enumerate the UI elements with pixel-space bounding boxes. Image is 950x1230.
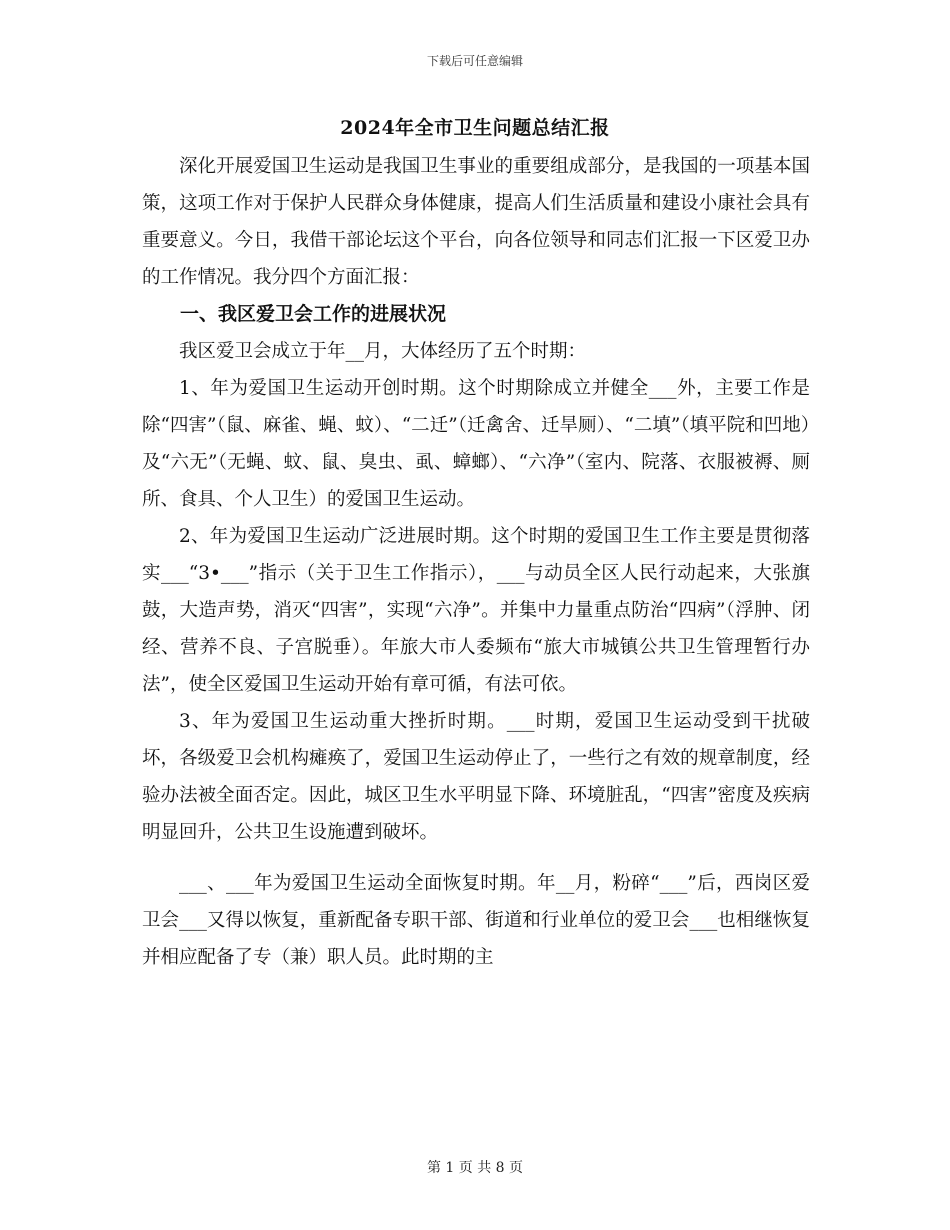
body-paragraph: 2、年为爱国卫生运动广泛进展时期。这个时期的爱国卫生工作主要是贯彻落实___“3•___”指示（关于卫生工作指示），___与动员全区人民行动起来，大张旗鼓，大造声势，消灭“四害”，实现“六净”。并集中力量重点防治“四病”（浮肿、闭经、营养不良、子宫脱垂）。年旅大市人委频布“旅大市城镇公共卫生管理暂行办法”，使全区爱国卫生运动开始有章可循，有法可依。 [142, 526, 810, 695]
body-paragraph: 我区爱卫会成立于年__月，大体经历了五个时期： [179, 341, 587, 362]
section-heading-1: 一、我区爱卫会工作的进展状况 [180, 303, 447, 325]
body-paragraph: 1、年为爱国卫生运动开创时期。这个时期除成立并健全___外，主要工作是除“四害”（鼠、麻雀、蝇、蚊）、“二迁”（迁禽舍、迁旱厕）、“二填”（填平院和凹地）及“六无”（无蝇、蚊、鼠、臭虫、虱、蟑螂）、“六净”（室内、院落、衣服被褥、厕所、食具、个人卫生）的爱国卫生运动。 [142, 378, 810, 510]
page-number: 第 1 页 共 8 页 [426, 1160, 524, 1176]
body-paragraph: ___、___年为爱国卫生运动全面恢复时期。年__月，粉碎“___”后，西岗区爱卫会___又得以恢复，重新配备专职干部、街道和行业单位的爱卫会___也相继恢复并相应配备了专（兼）职人员。此时期的主 [142, 873, 810, 968]
document-title: 2024年全市卫生问题总结汇报 [340, 117, 610, 139]
download-note: 下载后可任意编辑 [426, 54, 523, 68]
document-body [142, 148, 810, 976]
body-paragraph: 3、年为爱国卫生运动重大挫折时期。___时期，爱国卫生运动受到干扰破坏，各级爱卫会机构瘫痪了，爱国卫生运动停止了，一些行之有效的规章制度，经验办法被全面否定。因此，城区卫生水平明显下降、环境脏乱，“四害”密度及疾病明显回升，公共卫生设施遭到破坏。 [142, 711, 810, 843]
intro-paragraph: 深化开展爱国卫生运动是我国卫生事业的重要组成部分，是我国的一项基本国策，这项工作对于保护人民群众身体健康，提高人们生活质量和建设小康社会具有重要意义。今日，我借干部论坛这个平台，向各位领导和同志们汇报一下区爱卫办的工作情况。我分四个方面汇报： [142, 156, 810, 288]
